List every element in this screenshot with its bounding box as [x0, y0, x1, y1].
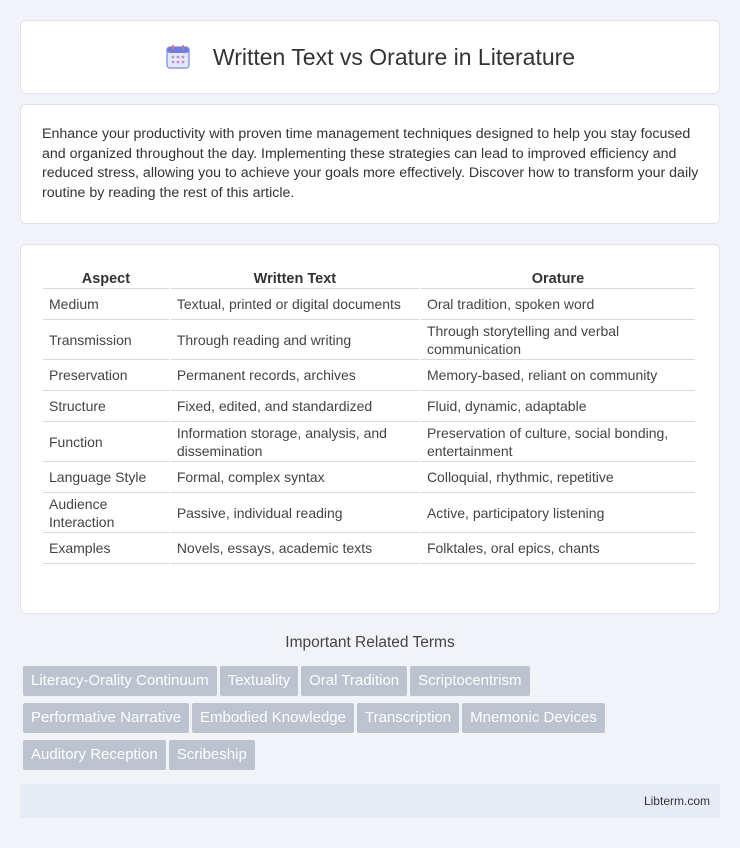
table-cell: Information storage, analysis, and dissemination: [171, 422, 419, 462]
calendar-icon: [165, 44, 191, 70]
comparison-table: [41, 267, 697, 564]
term-tag[interactable]: Textuality: [220, 666, 299, 696]
table-cell: Fixed, edited, and standardized: [171, 391, 419, 422]
table-cell: Transmission: [43, 320, 169, 360]
related-terms-title: Important Related Terms: [285, 634, 455, 651]
table-cell: Novels, essays, academic texts: [171, 533, 419, 564]
table-cell: Structure: [43, 391, 169, 422]
table-row: [43, 360, 695, 391]
table-cell: Formal, complex syntax: [171, 462, 419, 493]
term-tag[interactable]: Performative Narrative: [23, 703, 189, 733]
term-tag[interactable]: Auditory Reception: [23, 740, 166, 770]
table-cell: Audience Interaction: [43, 493, 169, 533]
table-row: [43, 493, 695, 533]
table-row: [43, 391, 695, 422]
table-cell: Memory-based, reliant on community: [421, 360, 695, 391]
term-tag[interactable]: Scribeship: [169, 740, 255, 770]
term-tag[interactable]: Oral Tradition: [301, 666, 407, 696]
footer-site-link[interactable]: Libterm.com: [643, 794, 710, 808]
footer: [20, 784, 720, 818]
table-cell: Function: [43, 422, 169, 462]
intro-card: [20, 104, 720, 224]
table-cell: Folktales, oral epics, chants: [421, 533, 695, 564]
table-cell: Medium: [43, 289, 169, 320]
table-row: [43, 289, 695, 320]
table-row: [43, 422, 695, 462]
header-aspect: Aspect: [43, 267, 169, 289]
table-cell: Passive, individual reading: [171, 493, 419, 533]
table-cell: Oral tradition, spoken word: [421, 289, 695, 320]
table-cell: Active, participatory listening: [421, 493, 695, 533]
term-tag[interactable]: Transcription: [357, 703, 459, 733]
table-cell: Textual, printed or digital documents: [171, 289, 419, 320]
intro-paragraph: Enhance your productivity with proven time management techniques designed to help you stay focused and organized throughout the day. Implementing these strategies can lead to improved efficiency and reduced stress, allowing you to achieve your goals more effectively. Discover how to transform your daily routine by reading the rest of this article.: [42, 126, 699, 201]
table-header-row: [43, 267, 695, 289]
comparison-table-card: [20, 244, 720, 614]
table-row: [43, 320, 695, 360]
header-orature: Orature: [421, 267, 695, 289]
page-title: Written Text vs Orature in Literature: [212, 43, 576, 70]
table-cell: Examples: [43, 533, 169, 564]
table-cell: Preservation of culture, social bonding, entertainment: [421, 422, 695, 462]
table-row: [43, 533, 695, 564]
table-cell: Through storytelling and verbal communication: [421, 320, 695, 360]
term-tag[interactable]: Literacy-Orality Continuum: [23, 666, 217, 696]
header-card: [20, 20, 720, 94]
term-tag[interactable]: Mnemonic Devices: [462, 703, 605, 733]
table-row: [43, 462, 695, 493]
table-cell: Fluid, dynamic, adaptable: [421, 391, 695, 422]
term-tag[interactable]: Embodied Knowledge: [192, 703, 354, 733]
table-cell: Through reading and writing: [171, 320, 419, 360]
table-cell: Colloquial, rhythmic, repetitive: [421, 462, 695, 493]
term-tag[interactable]: Scriptocentrism: [410, 666, 529, 696]
related-terms-list: [23, 666, 713, 777]
table-cell: Language Style: [43, 462, 169, 493]
table-cell: Permanent records, archives: [171, 360, 419, 391]
table-cell: Preservation: [43, 360, 169, 391]
header-written-text: Written Text: [171, 267, 419, 289]
